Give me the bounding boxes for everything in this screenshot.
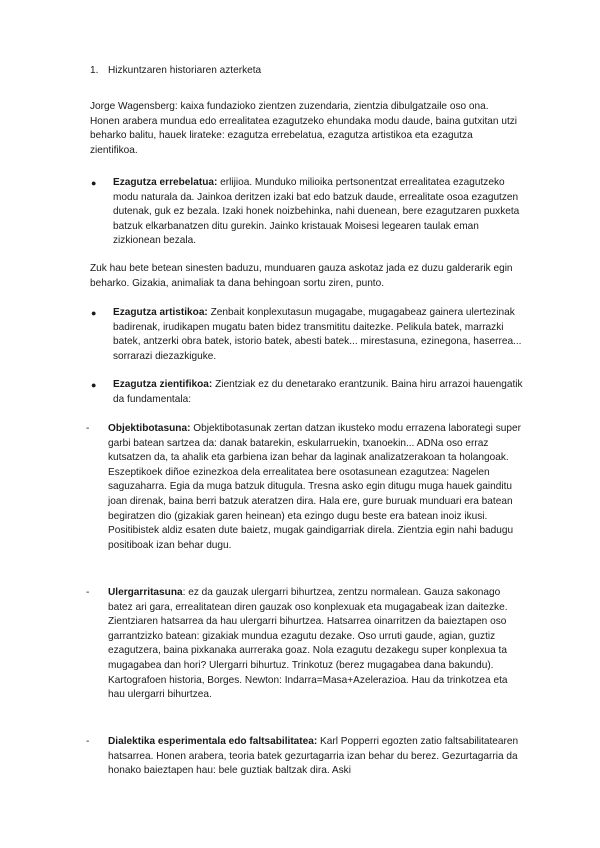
dash-text: Karl Popperri egozten zatio faltsabilitatearen hatsarrea. Honen arabera, teoria batek gezurtagarria izan behar du berez. Gezurtagarria da honako baieztapen hau: bele guztiak baltzak dira. Aski [108, 736, 519, 777]
dash-item-objectivity [86, 422, 523, 553]
bullet-text: Zenbait konplexutasun mugagabe, mugagabeaz gainera ulertezinak badirenak, irudikapen mugatu baten bidez transmititu daitezke. Pelikula batek, marrazki batek, antzerki obra batek, istorio batek, abesti batek... mirestasuna, ezinegona, haserrea... sorrarazi diezazkiguke. [113, 307, 522, 362]
bullet-item-artistic-knowledge [91, 306, 523, 364]
bullet-marker: ● [91, 308, 97, 318]
dash-text: Objektibotasunak zertan datzan ikusteko modu errazena laborategi super garbi batean sartzea da: danak batarekin, eskularruekin, txanoekin... ADNa oso erraz kutsatzen da, ta ahalik eta garbiena izan behar da laginak analizatzerakoan ta holangoak. Eszeptikoek diñoe ezinezkoa dela errealitatea bere osotasunean ezagutzea: Nagelen saguzaharra. Egia da muga batzuk ditugula. Tresna asko egin ditugu muga hauek gainditu joan direnak, baina berri batzuk ateratzen dira. Hala ere, gure buruak munduari era batean begiratzen dio (gizakiak garen heinean) eta ezingo dugu beste era batean inoiz ikusi. Positibistek aldiz esaten dute baietz, mugak gaindigarriak direla. Zientzia egin nahi badugu positiboak izan behar dugu. [108, 423, 521, 551]
heading-number: 1. [90, 65, 99, 76]
dash-term: Ulergarritasuna [108, 587, 183, 598]
dash-item-falsifiability [86, 735, 523, 779]
dash-marker: - [86, 587, 90, 598]
bullet-item-revealed-knowledge [91, 176, 523, 249]
bullet-term: Ezagutza zientifikoa: [113, 379, 213, 390]
bullet-marker: ● [91, 178, 97, 188]
dash-marker: - [86, 736, 90, 747]
heading-title: Hizkuntzaren historiaren azterketa [108, 65, 262, 76]
bullet-text: Zientziak ez du denetarako erantzunik. Baina hiru arrazoi hauengatik da fundamentala: [113, 379, 523, 405]
bullet-term: Ezagutza artistikoa: [113, 307, 208, 318]
bullet-marker: ● [91, 380, 97, 390]
dash-term: Objektibotasuna: [108, 423, 191, 434]
dash-text: : ez da gauzak ulergarri bihurtzea, zentzu normalean. Gauza sakonago batez ari gara, errealitatean diren gauzak oso konplexuak eta mugagabeak izan daitezke. Zientziaren hatsarrea da hau ulergarri bihurtzea. Hatsarrea oinarritzen da baieztapen oso garrantzizko batean: gizakiak mundua ezagutu dezake. Oso urruti gaude, agian, guztiz ezagutzera, baina pixkanaka aurreraka goaz. Nola ezagutu dezakegu super konplexua ta mugagabea dan hori? Ulergarri bihurtuz. Trinkotuz (berez mugagabea dana bakundu). Kartografoen historia, Borges. Newton: Indarra=Masa+Azelerazioa. Hau da trinkotzea eta hau ulergarri bihurtzea. [108, 587, 508, 701]
bullet-item-scientific-knowledge [91, 378, 523, 407]
dash-marker: - [86, 423, 90, 434]
bullet-term: Ezagutza errebelatua: [113, 177, 218, 188]
dash-item-intelligibility [86, 586, 523, 703]
intro-paragraph: Jorge Wagensberg: kaixa fundazioko zientzen zuzendaria, zientzia dibulgatzaile oso ona. Honen arabera mundua edo errealitatea ezagutzeko ehundaka modu daude, baina gutxitan utzi beharko balitu, hauek lirateke: ezagutza errebelatua, ezagutza artistikoa eta ezagutza zientifikoa. [90, 101, 518, 156]
section-heading [90, 64, 261, 79]
middle-paragraph: Zuk hau bete betean sinesten baduzu, munduaren gauza askotaz jada ez duzu galderarik egin beharko. Gizakia, animaliak ta dana behingoan sortu ziren, punto. [90, 263, 513, 289]
dash-term: Dialektika esperimentala edo faltsabilitatea: [108, 736, 318, 747]
bullet-text: erlijioa. Munduko milioika pertsonentzat errealitatea ezagutzeko modu naturala da. Jainkoa deritzen izaki bat edo batzuk daude, errealitate osoa ezagutzen dutenak, guk ez bezala. Izaki honek noizbehinka, nahi duenean, bere ezagutzaren puxketa batzuk elkarbanatzen ditu gurekin. Jainko kristauak Moisesi legearen taulak eman zizkionean bezala. [113, 177, 520, 247]
